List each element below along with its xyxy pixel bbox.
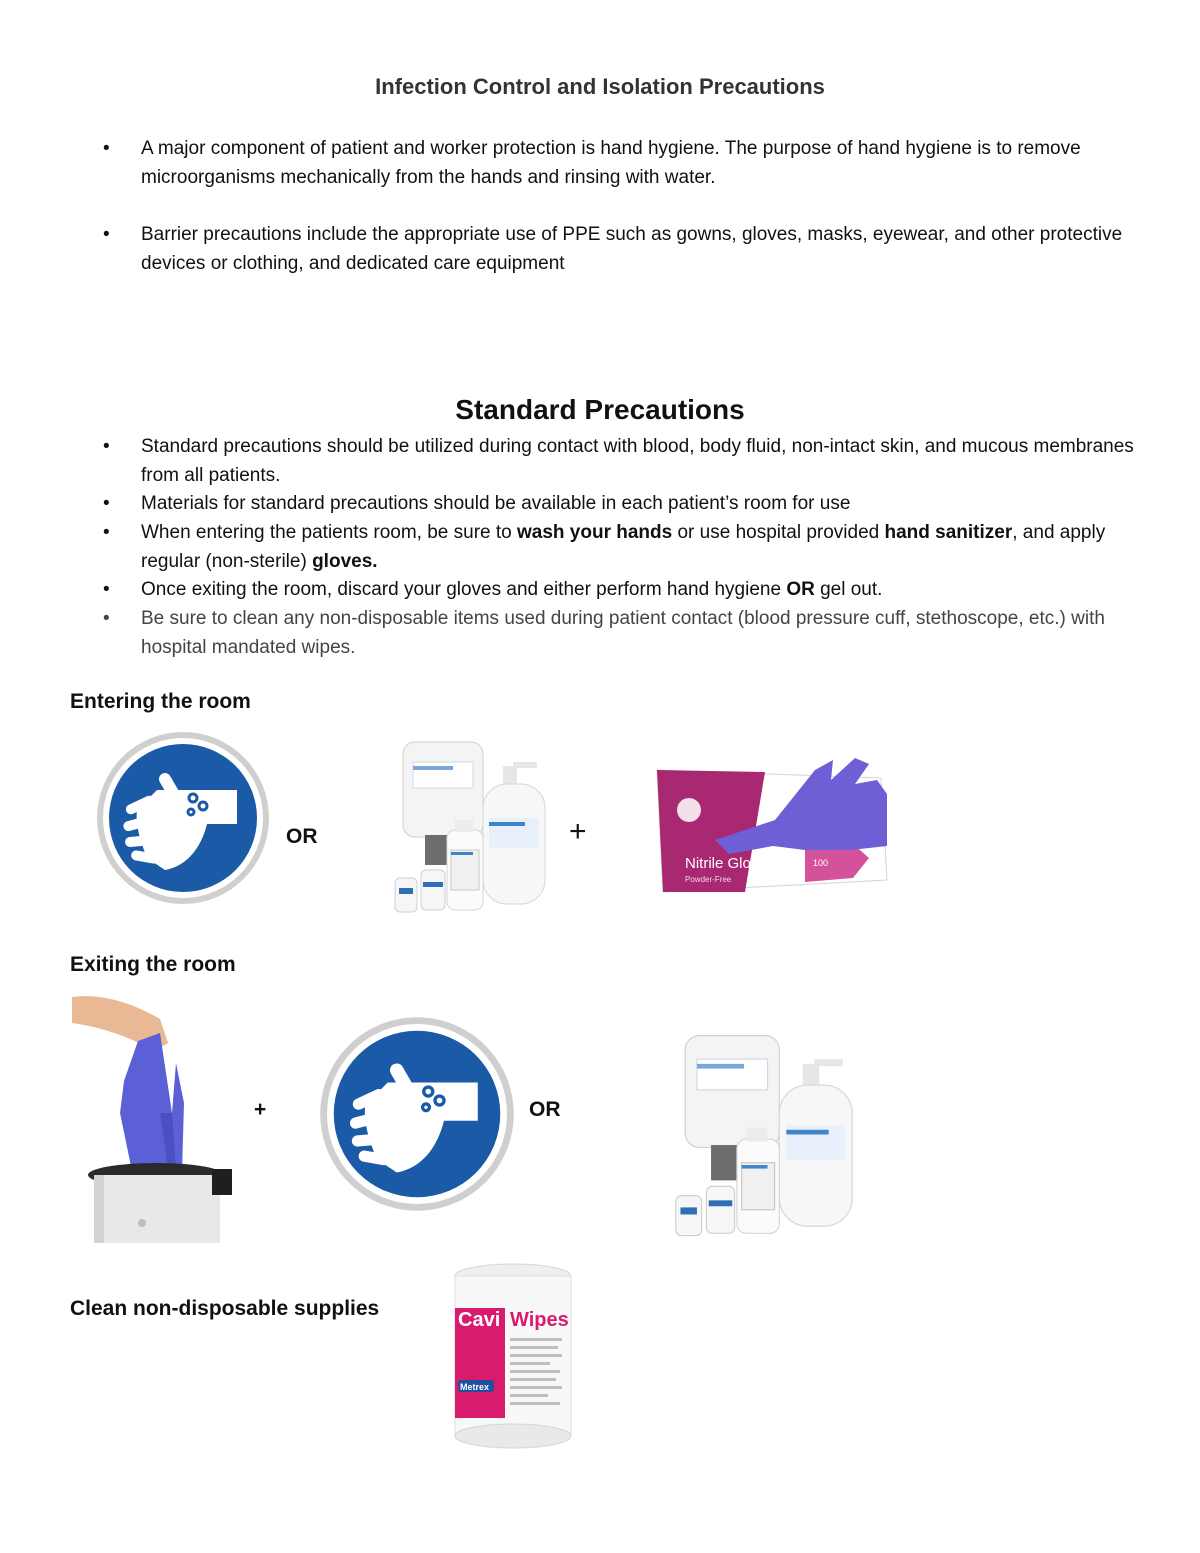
- text-run: When entering the patients room, be sure to: [141, 522, 517, 543]
- section-title: Standard Precautions: [455, 394, 745, 425]
- cleaning-heading: Clean non-disposable supplies: [70, 1297, 380, 1320]
- wipes-brand-a: Cavi: [458, 1309, 501, 1331]
- gloves-box-count: 100: [813, 858, 829, 868]
- text-run: Once exiting the room, discard your gloves and either perform hand hygiene: [141, 579, 787, 600]
- emphasis-text: OR: [786, 579, 815, 600]
- bullet-text: A major component of patient and worker protection is hand hygiene. The purpose of hand hygiene is to remove microorganisms mechanically from the hands and rinsing with water.: [141, 138, 1081, 188]
- bullet-marker: •: [103, 579, 110, 600]
- text-run: , and apply regular (non-sterile): [141, 522, 1106, 572]
- caviwipes-canister-image: [448, 1262, 578, 1450]
- plus-connector: +: [569, 815, 587, 848]
- or-connector: OR: [286, 825, 318, 848]
- nitrile-gloves-box-image: [655, 750, 891, 898]
- bullet-marker: •: [103, 138, 110, 159]
- bullet-text: Be sure to clean any non-disposable items used during patient contact (blood pressure cuff, stethoscope, etc.) with hospital mandated wipes.: [141, 608, 1105, 658]
- gloves-box-label: Nitrile Gloves: [685, 855, 775, 872]
- gloves-box-sub: Powder-Free: [685, 875, 732, 884]
- bullet-text: Standard precautions should be utilized during contact with blood, body fluid, non-intact skin, and mucous membranes from all patients.: [141, 436, 1134, 486]
- list-item: [103, 432, 1143, 490]
- exiting-heading: Exiting the room: [70, 953, 236, 976]
- text-run: or use hospital provided: [672, 522, 885, 543]
- bullet-marker: •: [103, 436, 110, 457]
- emphasis-text: wash your hands: [517, 522, 673, 543]
- emphasis-text: hand sanitizer: [884, 522, 1013, 543]
- list-item: [103, 134, 1143, 192]
- hand-wash-sign-icon: [95, 730, 271, 906]
- bullet-text: [141, 575, 1143, 604]
- bullet-marker: •: [103, 608, 110, 629]
- list-item: [103, 220, 1143, 278]
- sanitizer-bottles-image: [385, 740, 555, 918]
- text-run: gel out.: [814, 579, 883, 600]
- sanitizer-bottles-image: [664, 1033, 864, 1243]
- list-item: [103, 575, 1143, 604]
- wipes-brand-b: Wipes: [510, 1309, 569, 1331]
- list-item: [103, 518, 1143, 576]
- list-item: [103, 489, 1143, 518]
- entering-heading: Entering the room: [70, 690, 251, 713]
- bullet-marker: •: [103, 224, 110, 245]
- or-connector: OR: [529, 1098, 561, 1121]
- plus-connector: +: [254, 1098, 267, 1121]
- wipes-maker: Metrex: [460, 1382, 490, 1392]
- list-item: [103, 604, 1143, 662]
- emphasis-text: gloves.: [312, 551, 378, 572]
- document-title: Infection Control and Isolation Precautions: [375, 74, 825, 99]
- bullet-marker: •: [103, 522, 110, 543]
- bullet-text: Materials for standard precautions should be available in each patient’s room for use: [141, 493, 851, 514]
- bullet-text: [141, 518, 1143, 576]
- hand-wash-sign-icon: [318, 1015, 516, 1213]
- bullet-marker: •: [103, 493, 110, 514]
- glove-disposal-bin-image: [72, 993, 240, 1243]
- bullet-text: Barrier precautions include the appropriate use of PPE such as gowns, gloves, masks, eyewear, and other protective devices or clothing, and dedicated care equipment: [141, 224, 1123, 274]
